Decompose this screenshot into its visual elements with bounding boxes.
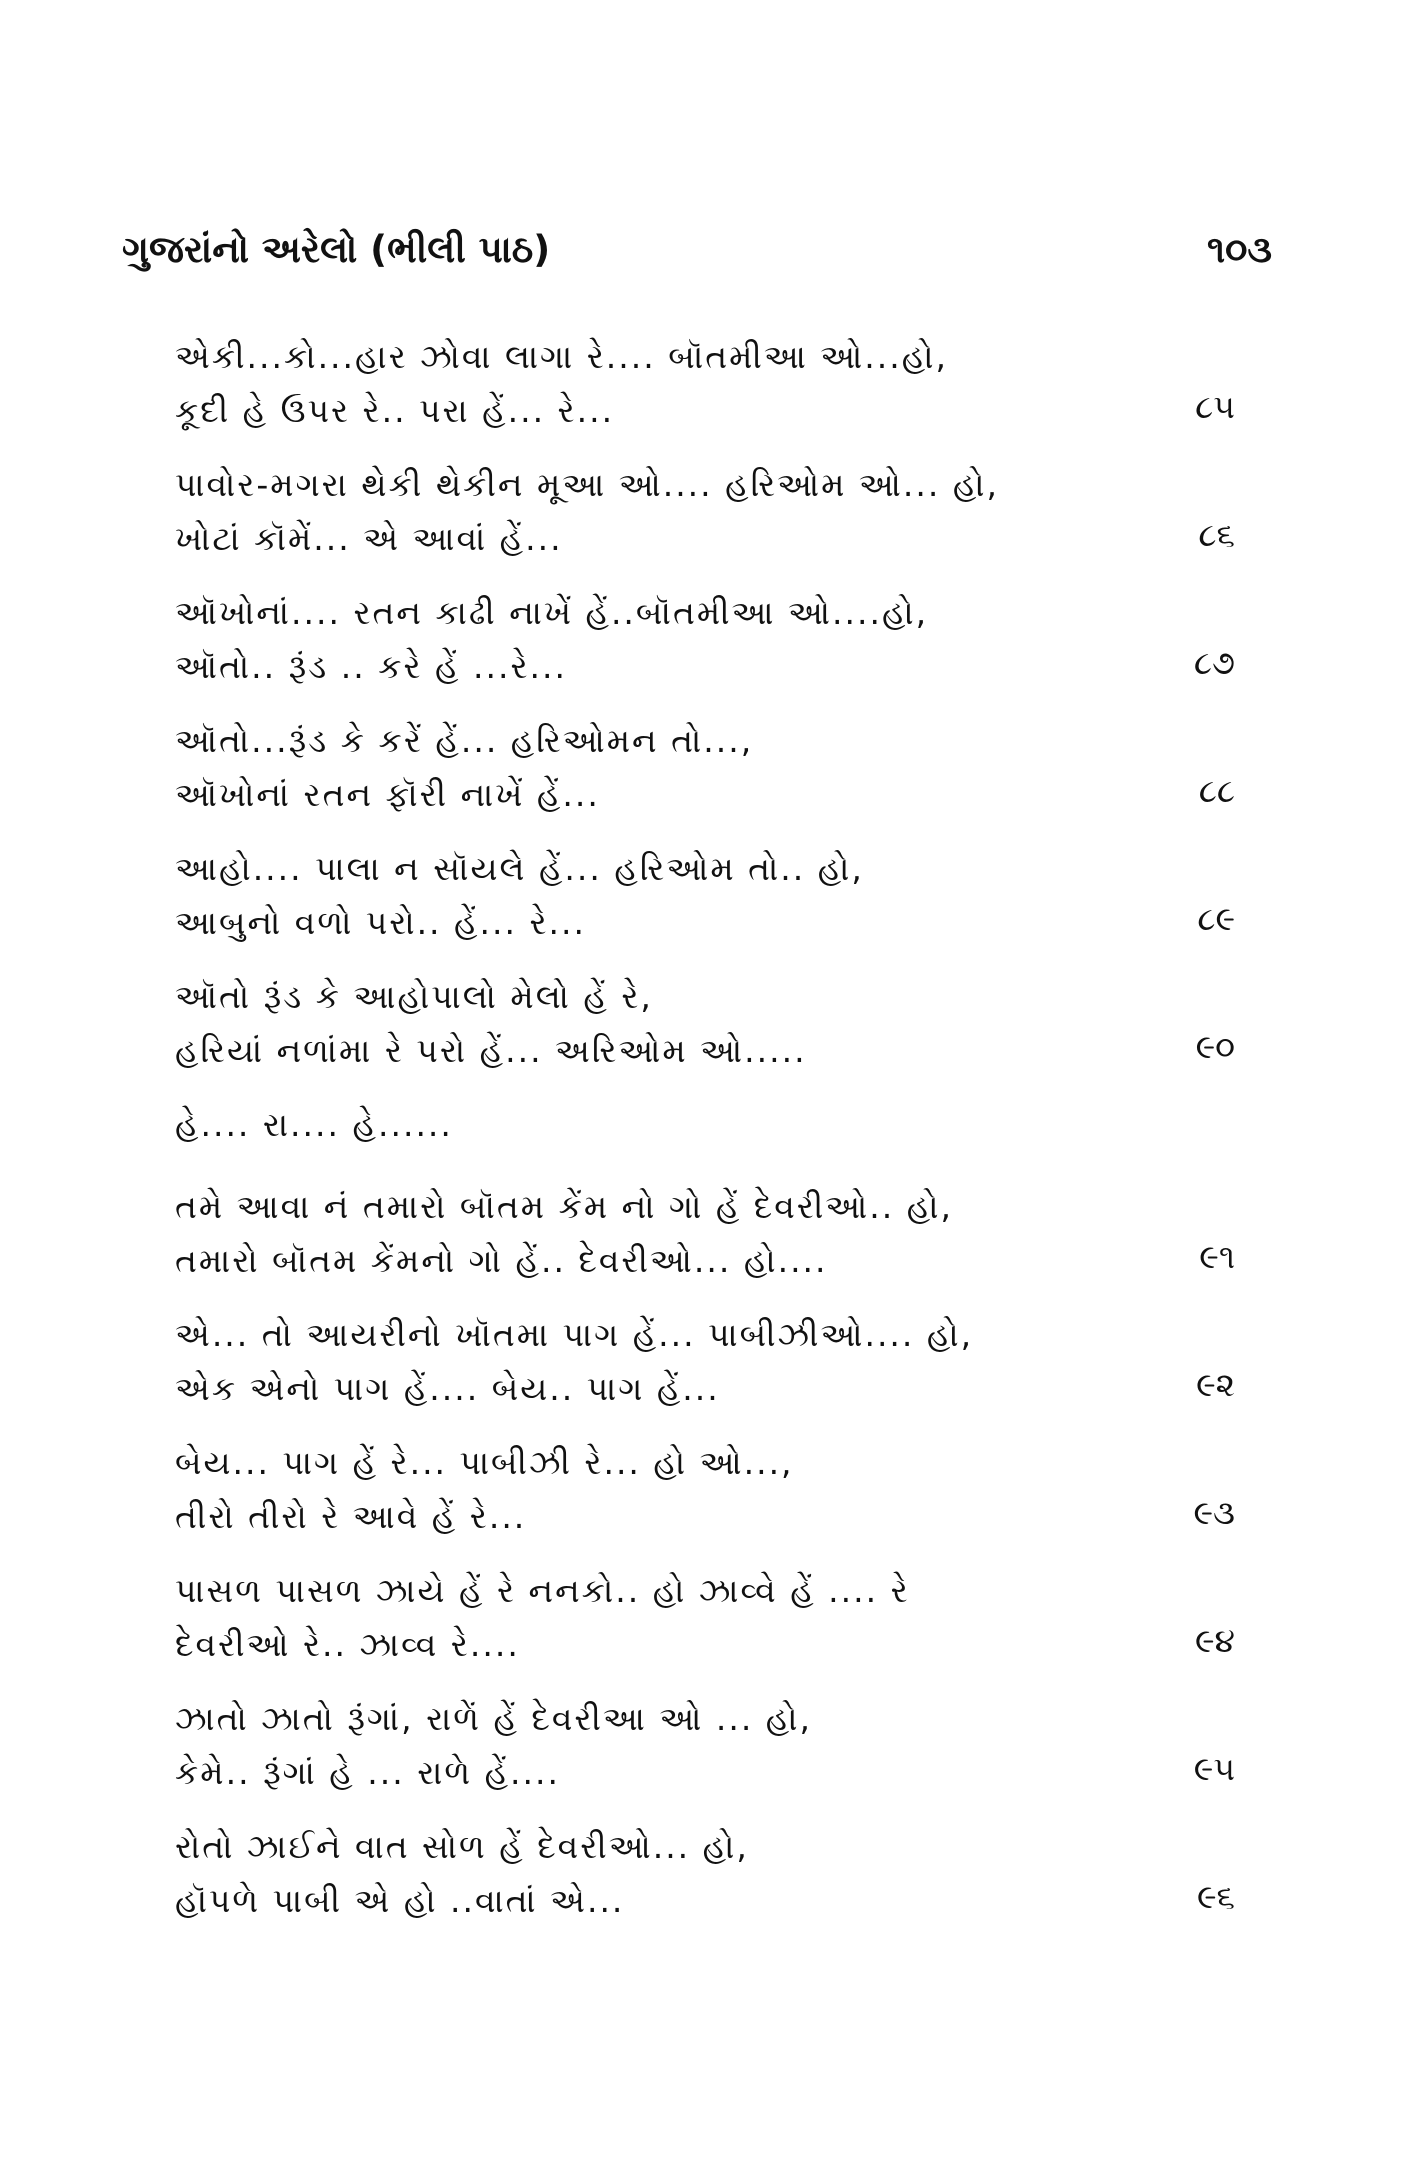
verse-number: ૯૨	[1196, 1365, 1235, 1404]
verse-number: ૯૪	[1195, 1621, 1235, 1660]
verse-line: દેવરીઓ રે.. ઝાવ્વ રે....	[175, 1625, 520, 1664]
verse-line: તમે આવા નં તમારો બૉતમ કેંમ નો ગો હેં દેવરીઓ.. હો,	[175, 1187, 953, 1226]
stanza-87	[175, 586, 1235, 694]
stanza-89	[175, 842, 1235, 950]
stanza-92	[175, 1308, 1235, 1416]
verse-line: એકી...કો...હાર ઝોવા લાગા રે.... બૉતમીઆ ઓ...હો,	[175, 337, 948, 376]
verse-line: કૂદી હે ઉપર રે.. પરા હેં... રે...	[175, 391, 615, 430]
verse-number: ૯૧	[1199, 1237, 1235, 1276]
running-head	[122, 228, 1272, 288]
verse-number: ૯૬	[1196, 1877, 1235, 1916]
verse-line: આહો.... પાલા ન સૉયલે હેં... હરિઓમ તો.. હો,	[175, 849, 864, 888]
verse-number: ૮૬	[1198, 515, 1235, 554]
verse-number: ૯૦	[1195, 1027, 1235, 1066]
verse-line: ઑખોનાં.... રતન કાઢી નાખેં હેં..બૉતમીઆ ઓ....હો,	[175, 593, 929, 632]
verse-line: ઑતો રૂંડ કે આહોપાલો મેલો હેં રે,	[175, 977, 653, 1016]
verse-line: તમારો બૉતમ કેંમનો ગો હેં.. દેવરીઓ... હો....	[175, 1241, 828, 1280]
stanza-91	[175, 1180, 1235, 1288]
running-title: ગુજરાંનો અરેલો (ભીલી પાઠ)	[122, 228, 551, 271]
verse-line: એ... તો આયરીનો ખૉતમા પાગ હેં... પાબીઝીઓ.... હો,	[175, 1315, 974, 1354]
page-number: ૧૦૩	[1206, 228, 1272, 271]
stanza-96	[175, 1820, 1235, 1928]
stanza-88	[175, 714, 1235, 822]
verse-number: ૯૫	[1193, 1749, 1235, 1788]
stanza-95	[175, 1692, 1235, 1800]
verse-line: બેય... પાગ હેં રે... પાબીઝી રે... હો ઓ...,	[175, 1443, 794, 1482]
verse-line: એક એનો પાગ હેં.... બેય.. પાગ હેં...	[175, 1369, 720, 1408]
verse-number: ૮૭	[1193, 643, 1235, 682]
verse-line: પાવોર-મગરા થેકી થેકીન મૂઆ ઓ.... હરિઓમ ઓ... હો,	[175, 465, 1000, 504]
refrain	[175, 1098, 1235, 1152]
verse-line: ઑખોનાં રતન ફૉરી નાખેં હેં...	[175, 775, 600, 814]
verse-line: રોતો ઝાઈને વાત સોળ હેં દેવરીઓ... હો,	[175, 1827, 749, 1866]
verse-line: આબુનો વળો પરો.. હેં... રે...	[175, 903, 586, 942]
verse-number: ૮૫	[1195, 387, 1235, 426]
stanza-85	[175, 330, 1235, 438]
verse-line: ઑતો...રૂંડ કે કરેં હેં... હરિઓમન તો...,	[175, 721, 754, 760]
verse-line: તીરો તીરો રે આવે હેં રે...	[175, 1497, 527, 1536]
stanza-94	[175, 1564, 1235, 1672]
stanza-86	[175, 458, 1235, 566]
verse-line: હરિયાં નળાંમા રે પરો હેં... અરિઓમ ઓ.....	[175, 1031, 807, 1070]
verse-number: ૮૮	[1198, 771, 1235, 810]
verse-line: ઑતો.. રૂંડ .. કરે હેં ...રે...	[175, 647, 568, 686]
verse-line: ખોટાં કૉમેં... એ આવાં હેં...	[175, 519, 563, 558]
verse-number: ૮૯	[1197, 899, 1235, 938]
stanza-90	[175, 970, 1235, 1078]
verse-line: હે.... રા.... હે......	[175, 1105, 453, 1144]
verse-line: હૉપળે પાબી એ હો ..વાતાં એ...	[175, 1881, 625, 1920]
verse-line: કેમે.. રૂંગાં હે ... રાળે હેં....	[175, 1753, 560, 1792]
stanza-93	[175, 1436, 1235, 1544]
verse-line: ઝાતો ઝાતો રૂંગાં, રાળેં હેં દેવરીઆ ઓ ... હો,	[175, 1699, 813, 1738]
verse-number: ૯૩	[1193, 1493, 1235, 1532]
verse-line: પાસળ પાસળ ઝાયે હેં રે નનકો.. હો ઝાવ્વે હેં .... રે	[175, 1571, 910, 1610]
